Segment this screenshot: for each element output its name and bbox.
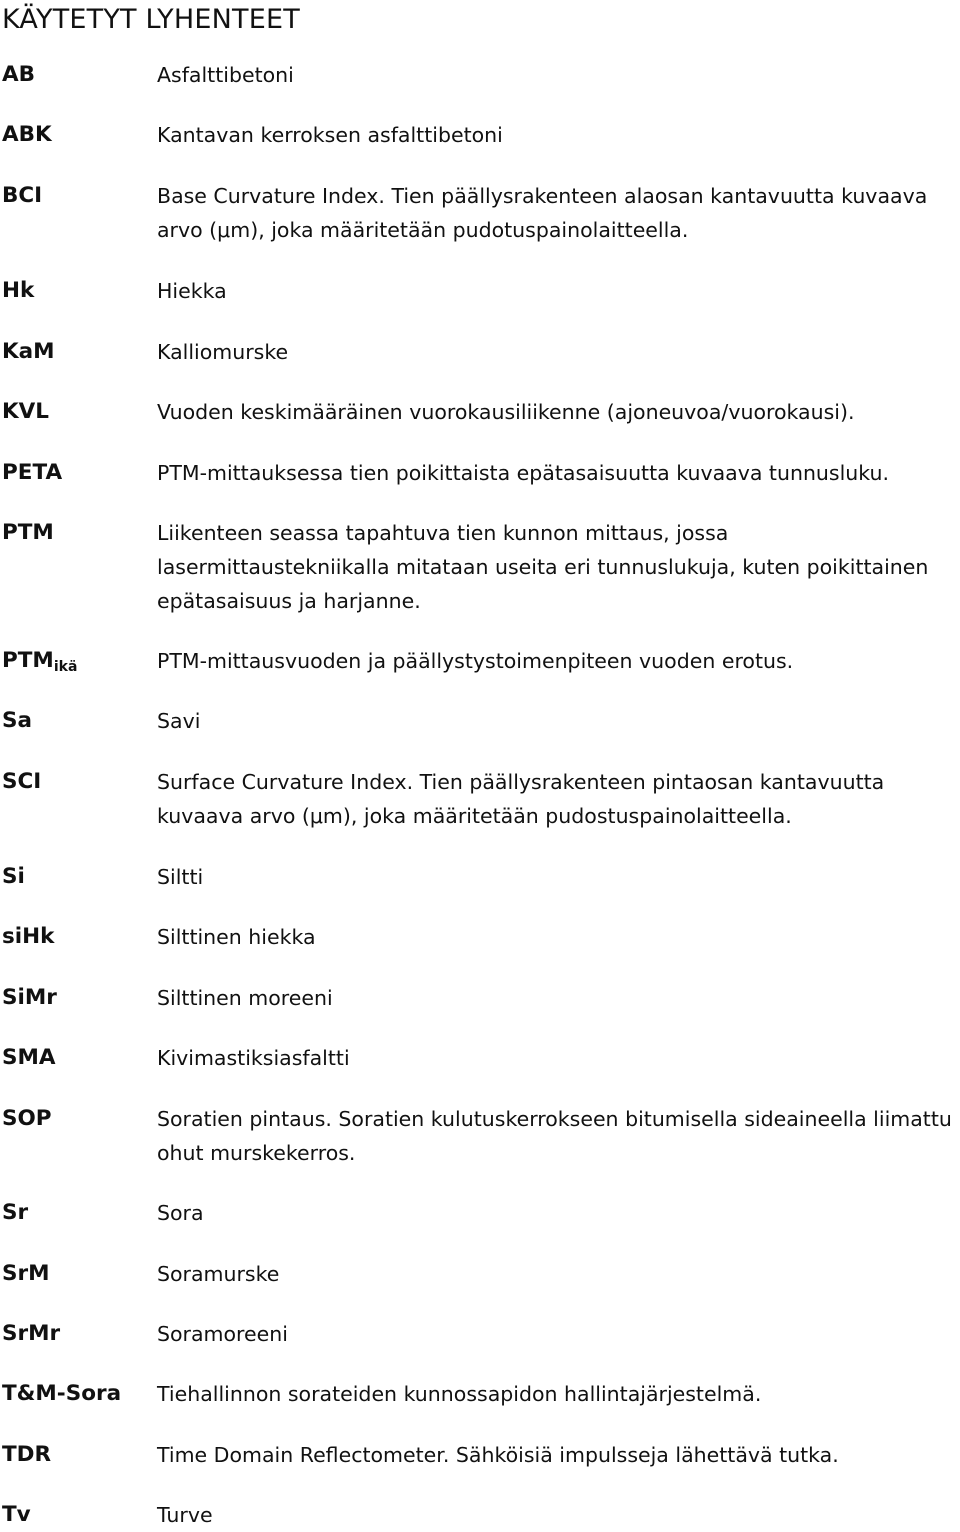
abbreviation [2, 644, 77, 678]
definition: Surface Curvature Index. Tien päällysrakenteen pintaosan kantavuutta kuvaava arvo (μm), joka määritetään pudostuspainolaitteella. [157, 770, 885, 828]
definition: Base Curvature Index. Tien päällysrakenteen alaosan kantavuutta kuvaava arvo (μm), joka määritetään pudotuspainolaitteella. [157, 184, 928, 242]
abbreviation: SOP [2, 1106, 52, 1131]
abbreviation: Sr [2, 1200, 29, 1225]
definition: Soramurske [157, 1262, 280, 1286]
definition: Sora [157, 1201, 204, 1225]
definition: Tiehallinnon sorateiden kunnossapidon hallintajärjestelmä. [157, 1382, 762, 1406]
abbreviation: Si [2, 864, 25, 889]
definition: Siltti [157, 865, 204, 889]
definition: Silttinen hiekka [157, 925, 316, 949]
abbreviation: SiMr [2, 985, 57, 1010]
abbreviation: TDR [2, 1442, 52, 1467]
definition: Time Domain Reflectometer. Sähköisiä impulsseja lähettävä tutka. [157, 1443, 839, 1467]
abbreviation: SrM [2, 1261, 50, 1286]
definition: Kivimastiksiasfaltti [157, 1046, 350, 1070]
definition: Kantavan kerroksen asfalttibetoni [157, 123, 503, 147]
abbreviation: KaM [2, 339, 55, 364]
definition: Soratien pintaus. Soratien kulutuskerrokseen bitumisella sideaineella liimattu ohut murskekerros. [157, 1107, 952, 1165]
definition: Kalliomurske [157, 340, 289, 364]
abbreviation: PETA [2, 460, 63, 485]
abbreviation: BCI [2, 183, 43, 208]
definition: Hiekka [157, 279, 227, 303]
definition: Silttinen moreeni [157, 986, 333, 1010]
abbreviation: AB [2, 62, 36, 87]
abbreviation: siHk [2, 924, 55, 949]
abbreviation: SrMr [2, 1321, 61, 1346]
abbreviation-base: PTM [2, 648, 54, 673]
definition: PTM-mittauksessa tien poikittaista epätasaisuutta kuvaava tunnusluku. [157, 461, 890, 485]
page-title: KÄYTETYT LYHENTEET [2, 4, 300, 35]
definition: PTM-mittausvuoden ja päällystystoimenpiteen vuoden erotus. [157, 649, 794, 673]
definition: Turve [157, 1503, 213, 1527]
definition: Soramoreeni [157, 1322, 288, 1346]
abbreviation: SMA [2, 1045, 56, 1070]
definition: Liikenteen seassa tapahtuva tien kunnon mittaus, jossa lasermittaustekniikalla mitataan useita eri tunnuslukuja, kuten poikittainen epätasaisuus ja harjanne. [157, 521, 929, 613]
abbreviation: ABK [2, 122, 52, 147]
abbreviation: KVL [2, 399, 49, 424]
abbreviation: T&M-Sora [2, 1381, 122, 1406]
abbreviation: PTM [2, 520, 54, 545]
abbreviation-subscript: ikä [53, 659, 78, 675]
definition: Asfalttibetoni [157, 63, 294, 87]
abbreviation: SCI [2, 769, 42, 794]
abbreviation: Tv [2, 1502, 31, 1527]
definition: Savi [157, 709, 201, 733]
abbreviation: Hk [2, 278, 35, 303]
abbreviation: Sa [2, 708, 32, 733]
definition: Vuoden keskimääräinen vuorokausiliikenne (ajoneuvoa/vuorokausi). [157, 400, 855, 424]
